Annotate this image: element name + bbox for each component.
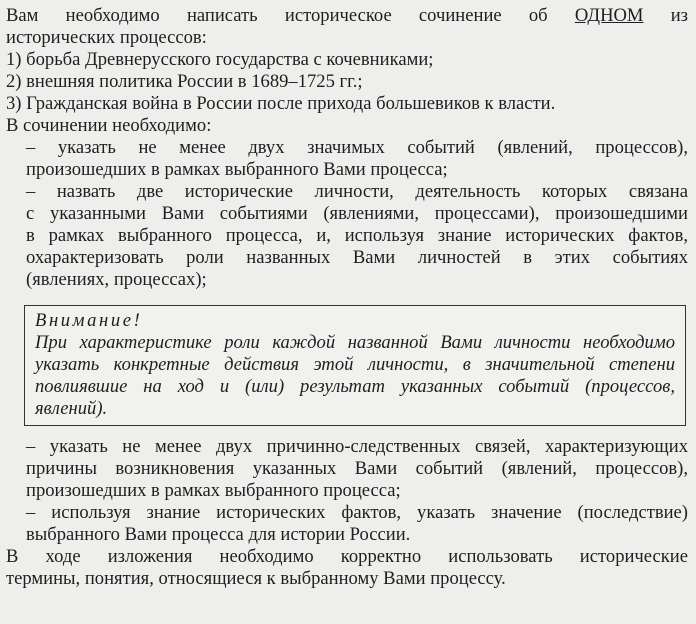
attention-line: При характеристике роли каждой названной Вами личности необходимо [35,332,675,353]
requirements-heading: В сочинении необходимо: [6,115,212,136]
process-option-1: 1) борьба Древнерусского государства с кочевниками; [6,49,434,70]
emphasis-one: ОДНОМ [574,5,644,26]
req4-line: выбранного Вами процесса для истории России. [26,524,411,545]
attention-line: указать конкретные действия этой личности, в значительной степени [35,354,675,375]
process-option-2: 2) внешняя политика России в 1689–1725 гг.; [6,71,363,92]
req2-line: с указанными Вами событиями (явлениями, процессами), произошедшими [26,203,688,224]
closing-line: термины, понятия, относящиеся к выбранному Вами процессу. [6,568,506,589]
attention-line: повлиявшие на ход и (или) результат указанных событий (процессов, [35,376,675,397]
req1-line: – указать не менее двух значимых событий (явлений, процессов), [26,137,688,158]
req3-line: произошедших в рамках выбранного процесса; [26,480,401,501]
intro-text-end: из [670,5,688,26]
closing-line: В ходе изложения необходимо корректно использовать исторические [6,546,688,567]
task-document [6,5,688,590]
intro-line-2: исторических процессов: [6,27,207,48]
attention-title: Внимание! [35,310,143,331]
requirement-events [6,137,688,181]
requirement-significance [6,502,688,546]
requirement-personalities [6,181,688,291]
req2-line: в рамках выбранного процесса, и, используя знание исторических фактов, [26,225,688,246]
req2-line: охарактеризовать роли названных Вами личностей в этих событиях [26,247,688,268]
process-option-3: 3) Гражданская война в России после прихода большевиков к власти. [6,93,556,114]
req1-line: произошедших в рамках выбранного Вами процесса; [26,159,448,180]
intro-line-1 [6,5,688,27]
req2-line: – назвать две исторические личности, деятельность которых связана [26,181,688,202]
req3-line: причины возникновения указанных Вами событий (явлений, процессов), [26,458,688,479]
req2-line: (явлениях, процессах); [26,269,207,290]
intro-text: Вам необходимо написать историческое сочинение об [6,5,548,26]
req4-line: – используя знание исторических фактов, указать значение (последствие) [26,502,688,523]
requirement-causes [6,436,688,502]
attention-line: явлений). [35,398,108,419]
req3-line: – указать не менее двух причинно-следственных связей, характеризующих [26,436,688,457]
attention-box [24,305,686,426]
